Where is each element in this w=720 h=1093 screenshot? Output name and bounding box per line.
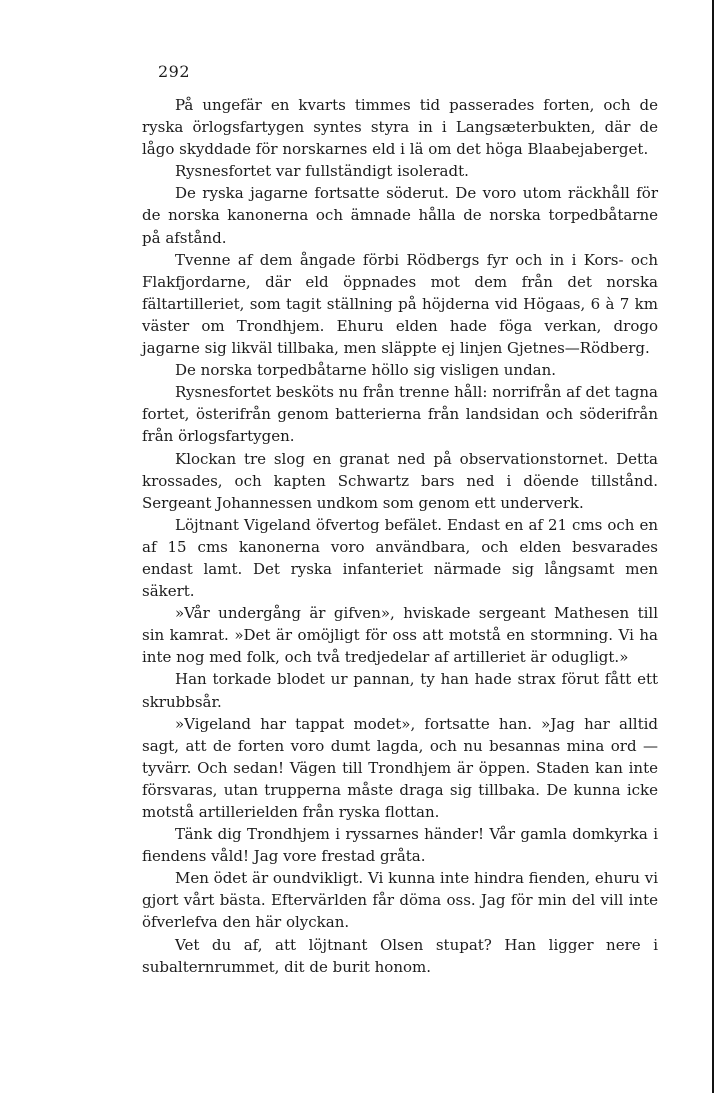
paragraph: »Vigeland har tappat modet», fortsatte han. »Jag har alltid sagt, att de forten voro dumt lagda, och nu besannas mina ord — tyvärr. Och sedan! Vägen till Trondhjem är öppen. Staden kan inte försvaras, utan trupperna måste draga sig tillbaka. De kunna icke motstå artillerielden från ryska flottan.	[142, 714, 658, 821]
paragraph: Rysnesfortet besköts nu från trenne håll: norrifrån af det tagna fortet, österifrån genom batterierna från landsidan och söderifrån från örlogsfartygen.	[142, 383, 658, 446]
paragraph: »Vår undergång är gifven», hviskade sergeant Mathesen till sin kamrat. »Det är omöjligt för oss att motstå en stormning. Vi ha inte nog med folk, och två tredjedelar af artilleriet är odugligt.»	[142, 604, 658, 667]
paragraph: Tvenne af dem ångade förbi Rödbergs fyr och in i Kors- och Flakfjordarne, där eld öppnades mot dem från det norska fältartilleriet, som tagit ställning på höjderna vid Högaas, 6 à 7 km väster om Trondhjem. Ehuru elden hade föga verkan, drogo jagarne sig likväl tillbaka, men släppte ej linjen Gjetnes—Rödberg.	[142, 250, 658, 358]
paragraph: Klockan tre slog en granat ned på observationstornet. Detta krossades, och kapten Schwartz bars ned i döende tillstånd. Sergeant Johannessen undkom som genom ett underverk.	[142, 449, 658, 512]
paragraph: Vet du af, att löjtnant Olsen stupat? Han ligger nere i subalternrummet, dit de burit honom.	[142, 935, 658, 976]
paragraph: Löjtnant Vigeland öfvertog befälet. Endast en af 21 cms och en af 15 cms kanonerna voro användbara, och elden besvarades endast lamt. Det ryska infanteriet närmade sig långsamt men säkert.	[142, 515, 658, 601]
paragraph: Han torkade blodet ur pannan, ty han hade strax förut fått ett skrubbsår.	[142, 670, 658, 711]
body-text	[142, 94, 658, 978]
page-edge-shadow	[712, 0, 714, 1093]
paragraph: De norska torpedbåtarne höllo sig visligen undan.	[175, 361, 557, 380]
page-number: 292	[158, 62, 191, 81]
paragraph: Men ödet är oundvikligt. Vi kunna inte hindra fienden, ehuru vi gjort vårt bästa. Eftervärlden får döma oss. Jag för min del vill inte öfverlefva den här olyckan.	[142, 869, 658, 932]
paragraph: På ungefär en kvarts timmes tid passerades forten, och de ryska örlogsfartygen syntes styra in i Langsæterbukten, där de lågo skyddade för norskarnes eld i lä om det höga Blaabejaberget.	[142, 96, 658, 159]
paragraph: Tänk dig Trondhjem i ryssarnes händer! Vår gamla domkyrka i fiendens våld! Jag vore frestad gråta.	[142, 825, 658, 866]
paragraph: Rysnesfortet var fullständigt isoleradt.	[175, 162, 469, 181]
paragraph: De ryska jagarne fortsatte söderut. De voro utom räckhåll för de norska kanonerna och ämnade hålla de norska torpedbåtarne på afstånd.	[142, 184, 658, 247]
